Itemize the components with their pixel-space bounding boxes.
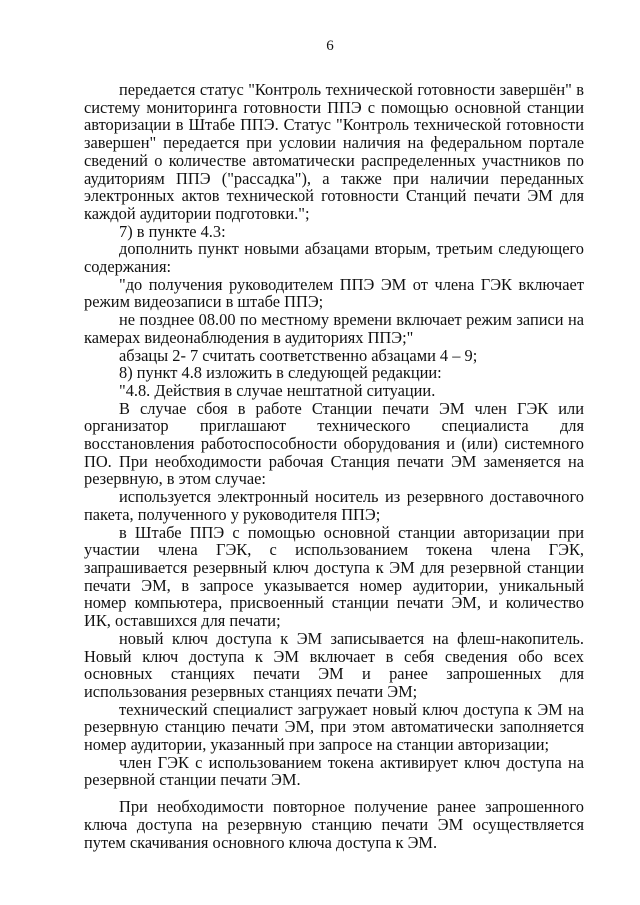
paragraph: дополнить пункт новыми абзацами вторым, третьим следующего содержания: (84, 239, 584, 277)
paragraph: 8) пункт 4.8 изложить в следующей редакции: (119, 363, 442, 383)
paragraph: "4.8. Действия в случае нештатной ситуации. (119, 380, 436, 400)
document-page (84, 38, 584, 851)
paragraph: абзацы 2- 7 считать соответственно абзацами 4 – 9; (119, 345, 478, 365)
paragraph: 7) в пункте 4.3: (119, 221, 226, 241)
page-number: 6 (326, 38, 334, 54)
paragraph: технический специалист загружает новый ключ доступа к ЭМ на резервную станцию печати ЭМ, при этом автоматически заполняется номер аудитории, указанный при запросе на станции авторизации; (84, 699, 584, 755)
body-text (84, 81, 584, 851)
paragraph: новый ключ доступа к ЭМ записывается на флеш-накопитель. Новый ключ доступа к ЭМ включает в себя сведения обо всех основных станциях печати ЭМ и ранее запрошенных для использования резервных станциях печати ЭМ; (84, 628, 584, 701)
paragraph: передается статус "Контроль технической готовности завершён" в систему мониторинга готовности ППЭ с помощью основной станции авторизации в Штабе ППЭ. Статус "Контроль технической готовности завершен" передается при условии наличия на федеральном портале сведений о количестве автоматически распределенных участников по аудиториям ППЭ ("рассадка"), а также при наличии переданных электронных актов технической готовности Станций печати ЭМ для каждой аудитории подготовки."; (84, 80, 584, 223)
paragraph: используется электронный носитель из резервного доставочного пакета, полученного у руководителя ППЭ; (84, 487, 584, 524)
paragraph: не позднее 08.00 по местному времени включает режим записи на камерах видеонаблюдения в аудиториях ППЭ;" (84, 310, 584, 347)
paragraph: член ГЭК с использованием токена активирует ключ доступа на резервной станции печати ЭМ. (84, 752, 584, 790)
paragraph: При необходимости повторное получение ранее запрошенного ключа доступа на резервную станцию печати ЭМ осуществляется путем скачивания основного ключа доступа к ЭМ. (84, 797, 584, 852)
paragraph: В случае сбоя в работе Станции печати ЭМ член ГЭК или организатор приглашают технического специалиста для восстановления работоспособности оборудования и (или) системного ПО. При необходимости рабочая Станция печати ЭМ заменяется на резервную, в этом случае: (84, 398, 584, 489)
paragraph: "до получения руководителем ППЭ ЭМ от члена ГЭК включает режим видеозаписи в штабе ППЭ; (84, 274, 584, 312)
paragraph: в Штабе ППЭ с помощью основной станции авторизации при участии члена ГЭК, с использованием токена члена ГЭК, запрашивается резервный ключ доступа к ЭМ для резервной станции печати ЭМ, в запросе указывается номер аудитории, уникальный номер компьютера, присвоенный станции печати ЭМ, и количество ИК, оставшихся для печати; (84, 522, 584, 631)
